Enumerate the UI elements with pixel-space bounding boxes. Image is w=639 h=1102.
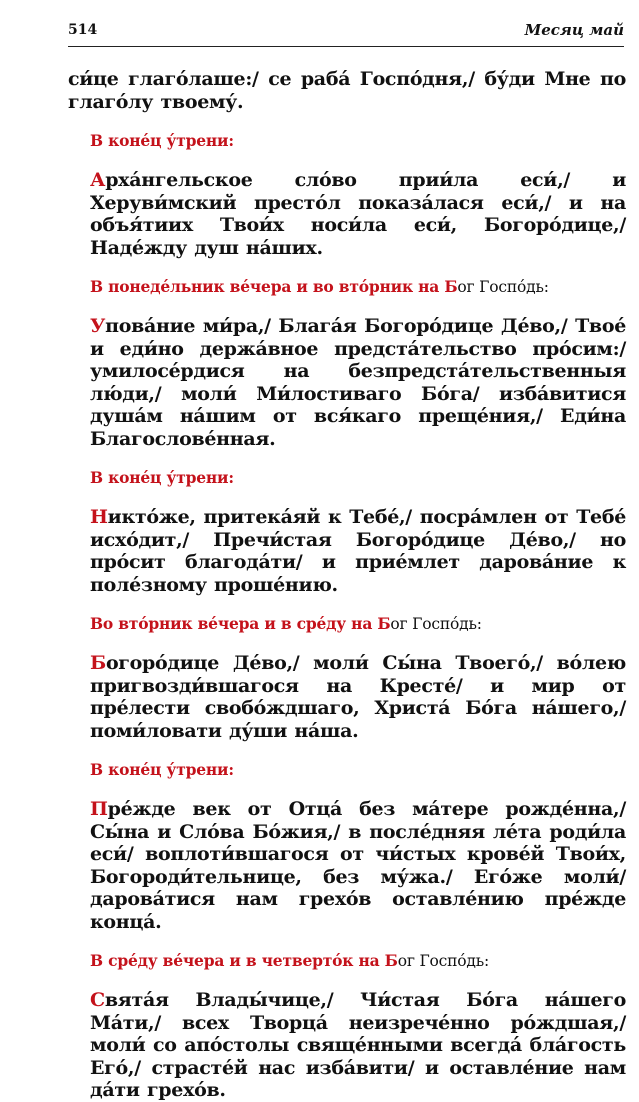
rubric-wednesday-evening bbox=[68, 951, 626, 971]
rubric-end-of-matins bbox=[68, 760, 626, 780]
paragraph-text: рха́нгельское сло́во прии́ла еси́,/ и Херуви́мский престо́л показа́лася еси́,/ и на объя́тиих Твои́х носи́ла еси́, Богоро́дице,/ Наде́жду душ на́ших. bbox=[90, 169, 626, 259]
theotokion-paragraph bbox=[68, 652, 626, 742]
rubric-end-of-matins bbox=[68, 131, 626, 151]
rubric-text: Во вто́рник ве́чера и в сре́ду на Б bbox=[90, 614, 391, 633]
red-initial: У bbox=[90, 315, 106, 337]
red-initial: С bbox=[90, 989, 105, 1011]
theotokion-paragraph bbox=[68, 315, 626, 450]
rubric-text: В коне́ц у́трени: bbox=[90, 131, 234, 150]
paragraph-text: си́це глаго́лаше:/ се раба́ Госпо́дня,/ бу́ди Мне по глаго́лу твоему́. bbox=[68, 68, 626, 113]
theotokion-paragraph bbox=[68, 506, 626, 596]
rubric-tuesday-evening bbox=[68, 614, 626, 634]
body-text bbox=[68, 68, 626, 1102]
rubric-monday-evening bbox=[68, 277, 626, 297]
rubric-text-black: ог Госпо́дь: bbox=[390, 615, 482, 633]
page-number: 514 bbox=[68, 22, 98, 38]
theotokion-paragraph bbox=[68, 798, 626, 933]
red-initial: Н bbox=[90, 506, 108, 528]
theotokion-paragraph bbox=[68, 169, 626, 259]
rubric-text: В коне́ц у́трени: bbox=[90, 760, 234, 779]
red-initial: Б bbox=[90, 652, 106, 674]
page-header bbox=[68, 19, 624, 43]
paragraph-text: пова́ние ми́ра,/ Блага́я Богоро́дице Де́во,/ Твое́ и еди́но держа́вное предста́тельство про́сим:/ умилосе́рдися на безпредста́тельственныя лю́ди,/ моли́ Ми́лостиваго Бо́га/ изба́витися душа́м на́шим от вся́каго преще́ния,/ Еди́на Благослове́нная. bbox=[90, 315, 626, 450]
running-head: Месяц май bbox=[524, 21, 624, 39]
red-initial: А bbox=[90, 169, 106, 191]
paragraph-text: ре́жде век от Отца́ без ма́тере рожде́нна,/ Сы́на и Сло́ва Бо́жия,/ в после́дняя ле́та роди́ла еси́/ воплоти́вшагося от чи́стых крове́й Твои́х, Богороди́тельнице, без му́жа./ Его́же моли́/ дарова́тися нам грехо́в оставле́нию пре́жде конца́. bbox=[90, 798, 626, 933]
rubric-end-of-matins bbox=[68, 468, 626, 488]
paragraph-continuation bbox=[68, 68, 626, 113]
paragraph-text: огоро́дице Де́во,/ моли́ Сы́на Твоего́,/ во́лею пригвозди́вшагося на Кресте́/ и мир от пре́лести свобо́ждшаго, Христа́ Бо́га на́шего,/ поми́ловати ду́ши на́ша. bbox=[90, 652, 626, 742]
rubric-text: В коне́ц у́трени: bbox=[90, 468, 234, 487]
rubric-text: В понеде́льник ве́чера и во вто́рник на Б bbox=[90, 277, 458, 296]
theotokion-paragraph bbox=[68, 989, 626, 1102]
rubric-text: В сре́ду ве́чера и в четверто́к на Б bbox=[90, 951, 398, 970]
header-rule bbox=[68, 46, 624, 47]
paragraph-text: вята́я Влады́чице,/ Чи́стая Бо́га на́шего Ма́ти,/ всех Творца́ неизрече́нно ро́ждшая,/ моли́ со апо́столы свяще́нными всегда́ бла́гость Его́,/ страсте́й нас изба́вити/ и оставле́ние нам да́ти грехо́в. bbox=[90, 989, 626, 1101]
paragraph-text: икто́же, притека́яй к Тебе́,/ посра́млен от Тебе́ исхо́дит,/ Пречи́стая Богоро́дице Де́во,/ но про́сит благода́ти/ и прие́млет дарова́ние к поле́зному проше́нию. bbox=[90, 506, 626, 596]
rubric-text-black: ог Госпо́дь: bbox=[397, 952, 490, 970]
rubric-text-black: ог Госпо́дь: bbox=[457, 278, 549, 296]
red-initial: П bbox=[90, 798, 108, 820]
